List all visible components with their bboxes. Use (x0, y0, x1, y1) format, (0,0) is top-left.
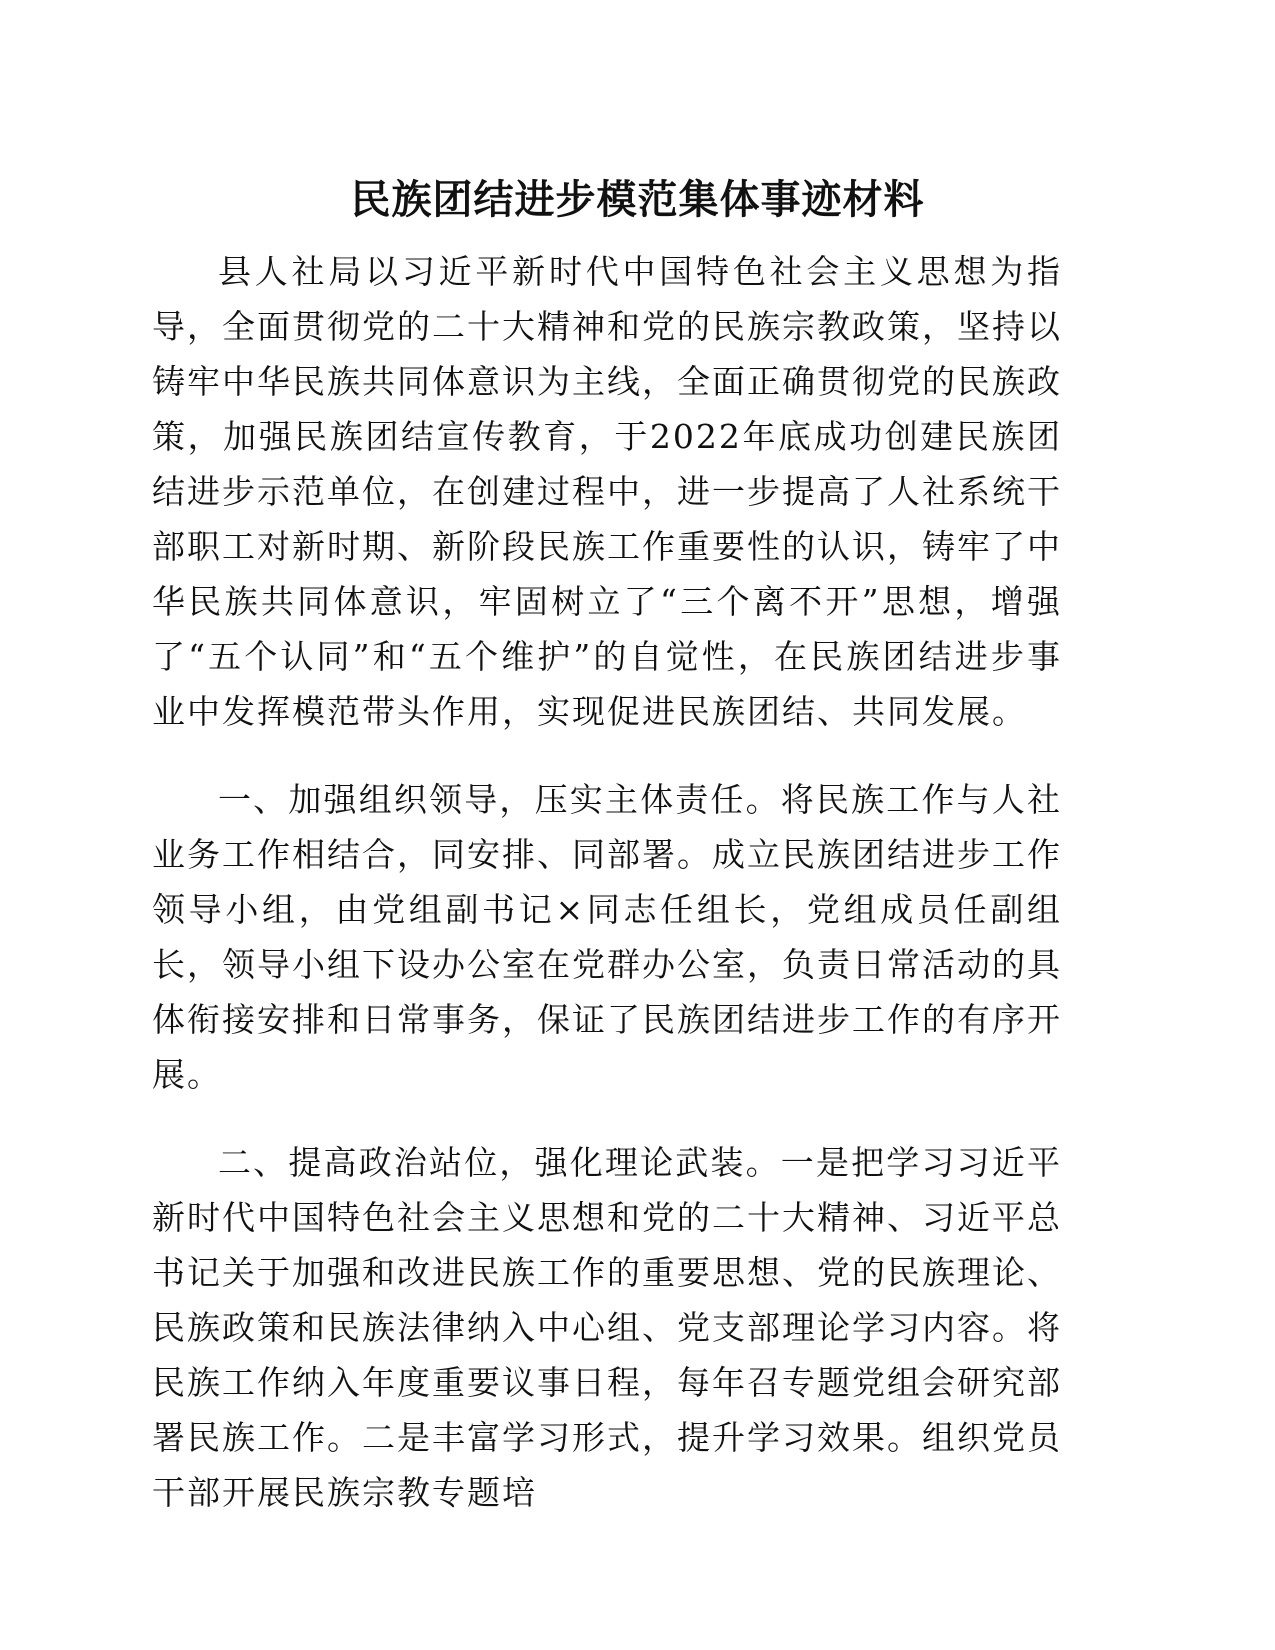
document-title: 民族团结进步模范集体事迹材料 (350, 177, 925, 223)
document-body (152, 244, 1062, 1520)
paragraph-section-one: 一、加强组织领导，压实主体责任。将民族工作与人社业务工作相结合，同安排、同部署。成立民族团结进步工作领导小组，由党组副书记×同志任组长，党组成员任副组长，领导小组下设办公室在党群办公室，负责日常活动的具体衔接安排和日常事务，保证了民族团结进步工作的有序开展。 (152, 780, 1062, 1094)
paragraph-section-two: 二、提高政治站位，强化理论武装。一是把学习习近平新时代中国特色社会主义思想和党的二十大精神、习近平总书记关于加强和改进民族工作的重要思想、党的民族理论、民族政策和民族法律纳入中心组、党支部理论学习内容。将民族工作纳入年度重要议事日程，每年召专题党组会研究部署民族工作。二是丰富学习形式，提升学习效果。组织党员干部开展民族宗教专题培 (152, 1143, 1062, 1512)
paragraph-intro: 县人社局以习近平新时代中国特色社会主义思想为指导，全面贯彻党的二十大精神和党的民族宗教政策，坚持以铸牢中华民族共同体意识为主线，全面正确贯彻党的民族政策，加强民族团结宣传教育，于2022年底成功创建民族团结进步示范单位，在创建过程中，进一步提高了人社系统干部职工对新时期、新阶段民族工作重要性的认识，铸牢了中华民族共同体意识，牢固树立了“三个离不开”思想，增强了“五个认同”和“五个维护”的自觉性，在民族团结进步事业中发挥模范带头作用，实现促进民族团结、共同发展。 (152, 252, 1062, 731)
